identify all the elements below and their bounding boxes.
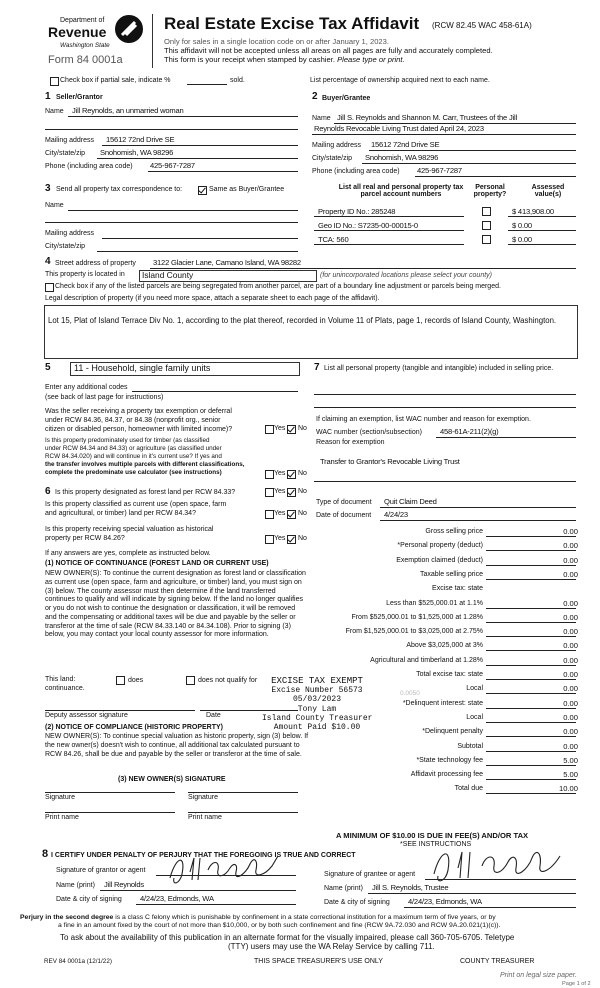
tax-row-value[interactable]: 0.00 (563, 712, 578, 722)
doc-type-field[interactable]: Quit Claim Deed (384, 497, 437, 506)
notice-continuance-title: (1) NOTICE OF CONTINUANCE (FOREST LAND OR CURRENT USE) (45, 560, 269, 567)
grantor-name-field[interactable]: Jill Reynolds (104, 880, 145, 889)
tax-row-line (486, 765, 576, 766)
reason-label: Reason for exemption (316, 439, 385, 446)
tax-row-label: Local (466, 685, 483, 693)
deputy-date-label: Date (206, 712, 221, 719)
grantor-name-label: Name (print) (56, 882, 95, 889)
tax-row-line (486, 779, 576, 780)
s3-name-label: Name (45, 202, 64, 209)
s1-title: Seller/Grantor (56, 94, 103, 101)
s8-num: 8 (42, 848, 49, 860)
wac-label: WAC number (section/subsection) (316, 429, 422, 436)
legal-description-field[interactable] (44, 305, 578, 359)
tax-row-line (486, 793, 576, 794)
tax-row-line (486, 665, 576, 666)
grantor-sig-label: Signature of grantor or agent (56, 867, 146, 874)
legal-description-text: Lot 15, Plat of Island Terrace Div No. 1, according to the plat thereof, recorded in Volume 11 of Plats, page 1, records of Island County, Washington. (48, 316, 557, 325)
s5-q2-yes-label: Yes (274, 470, 286, 477)
partial-sale-checkbox[interactable] (50, 77, 59, 86)
header-line1: Only for sales in a single location code on or after January 1, 2023. (164, 37, 389, 46)
tax-row-line (486, 650, 576, 651)
logo-revenue: Revenue (48, 24, 107, 40)
new-owner-sig-label-2: Signature (188, 794, 218, 801)
page-number: Page 1 of 2 (562, 981, 591, 987)
tax-row-label: Excise tax: state (432, 585, 483, 593)
land-use-code-value: 11 - Household, single family units (74, 363, 211, 373)
form-title: Real Estate Excise Tax Affidavit (164, 14, 420, 33)
tax-row-value[interactable]: 0.00 (563, 698, 578, 708)
s4-located-label: This property is located in (45, 271, 125, 278)
revision-code: REV 84 0001a (12/1/22) (44, 958, 112, 965)
tax-row-line (486, 722, 576, 723)
wac-field[interactable]: 458-61A-211(2)(g) (440, 427, 499, 436)
tax-row-line (486, 550, 576, 551)
land-does-not-label: does not qualify for (198, 677, 258, 684)
segregated-label: Check box if any of the listed parcels are being segregated from another parcel, are part of a boundary line adjustment or parcels being merged. (55, 283, 501, 290)
s3-num: 3 (45, 183, 51, 194)
tax-row-line (486, 736, 576, 737)
notice-compliance-title: (2) NOTICE OF COMPLIANCE (HISTORIC PROPERTY) (45, 724, 223, 731)
doc-date-label: Date of document (316, 512, 372, 519)
header-line2: This affidavit will not be accepted unless all areas on all pages are fully and accurately completed. (164, 46, 493, 55)
s5-q2-no-checkbox[interactable] (287, 470, 296, 479)
s3-city-label: City/state/zip (45, 243, 86, 250)
logo-state: Washington State (60, 42, 110, 49)
parcel-id-3[interactable]: TCA: 560 (318, 235, 349, 244)
s1-name-field[interactable]: Jill Reynolds, an unmarried woman (72, 106, 184, 115)
header-line3: This form is your receipt when stamped by cashier. Please type or print. (164, 55, 405, 64)
parcel-value-3[interactable]: $ 0.00 (512, 235, 532, 244)
legal-paper-note: Print on legal size paper. (500, 972, 577, 979)
tax-row-value[interactable]: 0.00 (563, 598, 578, 608)
grantee-date-label: Date & city of signing (324, 899, 390, 906)
s5-q1: Was the seller receiving a property tax exemption or deferral under RCW 84.36, 84.37, or 84.38 (nonprofit org., senior citizen or disabled person, homeowner with limited income)? (45, 408, 233, 433)
s2-title: Buyer/Grantee (322, 95, 371, 102)
alternate-format-line-2: (TTY) users may use the WA Relay Service by calling 711. (228, 942, 435, 951)
same-as-buyer-label: Same as Buyer/Grantee (209, 186, 285, 193)
doc-date-field[interactable]: 4/24/23 (384, 510, 408, 519)
parcel-personal-checkbox-1[interactable] (482, 207, 491, 216)
s1-mail-label: Mailing address (45, 137, 95, 144)
s2-mail-label: Mailing address (312, 142, 362, 149)
tax-row-label: Agricultural and timberland at 1.28% (370, 656, 483, 664)
grantee-sig-label: Signature of grantee or agent (324, 871, 416, 878)
tax-row-label: From $525,000.01 to $1,525,000 at 1.28% (351, 613, 483, 621)
tax-row-line (486, 751, 576, 752)
faint-rate: 0.0050 (400, 690, 420, 697)
parcel-header-2: Personal property? (473, 184, 507, 198)
land-does-checkbox[interactable] (116, 676, 125, 685)
tax-row-value[interactable]: 5.00 (563, 755, 578, 765)
s6-q3: Is this property receiving special valuation as historical property per RCW 84.26? (45, 526, 214, 542)
s3-text: Send all property tax correspondence to: (56, 186, 183, 193)
tax-row-line (486, 622, 576, 623)
s5-num: 5 (45, 362, 51, 373)
partial-pct-line (187, 84, 227, 85)
tax-row-value[interactable]: 0.00 (563, 541, 578, 551)
tax-row-label: Affidavit processing fee (410, 771, 483, 779)
tax-row-label: Local (466, 713, 483, 721)
perjury-line-1: Perjury in the second degree is a class C felony which is punishable by confinement in a state correctional institution for a maximum term of five years, or by (20, 914, 496, 921)
s6-num: 6 (45, 486, 51, 497)
s6-q1-yes-checkbox[interactable] (265, 488, 274, 497)
s6-q2-yes-checkbox[interactable] (265, 510, 274, 519)
grantee-date-field[interactable]: 4/24/23, Edmonds, WA (408, 897, 482, 906)
tax-row-line (486, 565, 576, 566)
new-owner-print-label-1: Print name (45, 814, 79, 821)
tax-row-line (486, 579, 576, 580)
s4-num: 4 (45, 256, 51, 267)
tax-row-value[interactable]: 10.00 (558, 784, 578, 794)
parcel-value-1[interactable]: $ 413,908.00 (512, 207, 554, 216)
s6-q1-yes-label: Yes (274, 488, 286, 495)
exemption-label: If claiming an exemption, list WAC number and reason for exemption. (316, 416, 531, 423)
additional-codes-label: Enter any additional codes (45, 384, 128, 391)
s6-ifany: If any answers are yes, complete as instructed below. (45, 550, 211, 557)
tax-row-line (486, 636, 576, 637)
tax-row-line (486, 608, 576, 609)
s1-name-label: Name (45, 108, 64, 115)
s1-phone-field[interactable]: 425-967-7287 (150, 161, 195, 170)
tax-row-value[interactable]: 0.00 (563, 569, 578, 579)
tax-row-label: *Delinquent interest: state (402, 699, 483, 707)
s6-q1-no-checkbox[interactable] (287, 488, 296, 497)
grantor-signature[interactable] (160, 848, 290, 890)
s3-mail-label: Mailing address (45, 230, 95, 237)
reason-field[interactable]: Transfer to Grantor's Revocable Living Trust (320, 457, 460, 466)
s7-num: 7 (314, 362, 320, 373)
tax-row-label: *State technology fee (416, 756, 483, 764)
minimum-due-note: A MINIMUM OF $10.00 IS DUE IN FEE(S) AND/OR TAX (336, 831, 529, 840)
s2-name-field-1[interactable]: Jill S. Reynolds and Shannon M. Carr, Trustees of the Jill (337, 113, 518, 122)
county-treasurer-label: COUNTY TREASURER (460, 958, 535, 965)
s6-q1: Is this property designated as forest land per RCW 84.33? (55, 489, 236, 496)
s2-city-field[interactable]: Snohomish, WA 98296 (365, 153, 439, 162)
new-owner-signature-title: (3) NEW OWNER(S) SIGNATURE (118, 776, 226, 783)
new-owner-print-label-2: Print name (188, 814, 222, 821)
s6-q2-no-label: No (298, 510, 307, 517)
ownership-note: List percentage of ownership acquired next to each name. (310, 77, 490, 84)
legal-description-label: Legal description of property (if you need more space, attach a separate sheet to each page of the affidavit). (45, 295, 380, 302)
grantee-name-field[interactable]: Jill S. Reynolds, Trustee (372, 883, 449, 892)
tax-row-value[interactable]: 0.00 (563, 655, 578, 665)
s6-q2-no-checkbox[interactable] (287, 510, 296, 519)
tax-row-label: From $1,525,000.01 to $3,025,000 at 2.75% (345, 628, 483, 636)
county-value: Island County (142, 270, 194, 280)
tax-row-label: Less than $525,000.01 at 1.1% (386, 599, 483, 607)
tax-row-value[interactable]: 0.00 (563, 670, 578, 679)
s1-mail-field[interactable]: 15612 72nd Drive SE (106, 135, 175, 144)
alternate-format-line-1: To ask about the availability of this publication in an alternate format for the visually impaired, please call 360-705-6705. Teletype (60, 933, 515, 942)
this-land-label: This land: (45, 676, 76, 683)
tax-row-label: *Personal property (deduct) (397, 542, 483, 550)
tax-row-label: Exemption claimed (deduct) (396, 556, 483, 564)
tax-row-line (486, 536, 576, 537)
notice-compliance-text: NEW OWNER(S): To continue special valuation as historic property, sign (3) below. If the new owner(s) doesn't wish to continue, all additional tax calculated pursuant to RCW 84.26, shall be due and payable by the seller or transferor at the time of sale. (45, 733, 309, 758)
land-does-label: does (128, 677, 144, 684)
s2-phone-label: Phone (including area code) (312, 168, 400, 175)
tax-row-line (486, 679, 576, 680)
partial-sold: sold. (230, 77, 245, 84)
s4-street-field[interactable]: 3122 Glacier Lane, Camano Island, WA 98282 (153, 258, 301, 267)
form-rcw: (RCW 82.45 WAC 458-61A) (432, 21, 532, 30)
tax-row-value[interactable]: 0.00 (563, 555, 578, 565)
notice-continuance-text: NEW OWNER(S): To continue the current designation as forest land or classification as current use (open space, farm and agriculture, or timber) land, you must sign on (3) below. The county assessor must then determine if the land transferred continues to qualify and will indicate by signing below. If the land no longer qualifies or you do not wish to continue the designation or classification, it will be removed and the compensating or additional taxes will be due and payable by the seller or transferor at the time of sale (RCW 84.33.140 or 84.34.108). Prior to signing (3) below, you may contact your local county assessor for more information. (45, 570, 306, 639)
grantee-name-label: Name (print) (324, 885, 363, 892)
s5-q1-yes-label: Yes (274, 425, 286, 432)
tax-row-value[interactable]: 0.00 (563, 741, 578, 751)
segregated-checkbox[interactable] (45, 283, 54, 292)
tax-row-label: *Delinquent penalty (422, 728, 483, 736)
doc-type-label: Type of document (316, 499, 372, 506)
tax-row-label: Total excise tax: state (416, 671, 483, 678)
s4-street-label: Street address of property (55, 260, 136, 267)
parcel-id-2[interactable]: Geo ID No.: S7235-00-00015-0 (318, 221, 418, 230)
s2-num: 2 (312, 91, 318, 102)
s2-name-field-2[interactable]: Reynolds Revocable Living Trust dated April 24, 2023 (314, 124, 484, 133)
new-owner-sig-label-1: Signature (45, 794, 75, 801)
tax-row-value[interactable]: 0.00 (563, 612, 578, 622)
s6-q1-no-label: No (298, 488, 307, 495)
parcel-header-1: List all real and personal property tax parcel account numbers (338, 184, 464, 198)
land-does-not-checkbox[interactable] (186, 676, 195, 685)
s6-q2: Is this property classified as current use (open space, farm and agricultural, or timber) land per RCW 84.34? (45, 501, 227, 517)
tax-row-value[interactable]: 0.00 (563, 641, 578, 651)
s2-phone-field[interactable]: 425-967-7287 (417, 166, 462, 175)
same-as-buyer-checkbox[interactable] (198, 186, 207, 195)
s6-q2-yes-label: Yes (274, 510, 286, 517)
tax-row-value[interactable]: 0.00 (563, 727, 578, 737)
tax-row-label: Gross selling price (425, 528, 483, 535)
parcel-header-3: Assessed value(s) (531, 184, 565, 198)
grantor-date-field[interactable]: 4/24/23, Edmonds, WA (140, 894, 214, 903)
see-instructions-note: (see back of last page for instructions) (45, 394, 164, 401)
form-number: Form 84 0001a (48, 54, 123, 66)
s2-mail-field[interactable]: 15612 72nd Drive SE (371, 140, 440, 149)
s2-name-label: Name (312, 115, 331, 122)
treasurer-only-label: THIS SPACE TREASURER'S USE ONLY (254, 958, 383, 965)
treasurer-stamp: EXCISE TAX EXEMPT Excise Number 56573 05/03/2023 Tony Lam Island County Treasurer Amount Paid $10.00 (262, 676, 373, 733)
s5-q2: Is this property predominately used for timber (as classified under RCW 84.34 and 84.33) or agriculture (as classified under RCW 84.34.020) and will continue in it's current use? If yes and the transfer involves multiple parcels with different classifications, complete the predominate use calculator (see instructions) (45, 437, 245, 476)
s1-num: 1 (45, 91, 51, 102)
perjury-line-2: a fine in an amount fixed by the court of not more than $10,000, or by both such confinement and fine (RCW 9A.72.030 and RCW 9A.20.021(1)(c)). (58, 922, 501, 929)
s5-q2-no-label: No (298, 470, 307, 477)
parcel-personal-checkbox-2[interactable] (482, 221, 491, 230)
s6-q3-yes-checkbox[interactable] (265, 535, 274, 544)
tax-row-value[interactable]: 0.00 (563, 527, 578, 536)
see-instructions: *SEE INSTRUCTIONS (400, 841, 472, 848)
s5-q1-no-label: No (298, 425, 307, 432)
s1-phone-label: Phone (including area code) (45, 163, 133, 170)
tax-row-line (486, 693, 576, 694)
grantee-signature[interactable] (420, 840, 570, 888)
parcel-value-2[interactable]: $ 0.00 (512, 221, 532, 230)
s6-q3-yes-label: Yes (274, 535, 286, 542)
tax-row-value[interactable]: 5.00 (563, 770, 578, 780)
tax-row-value[interactable]: 0.00 (563, 684, 578, 694)
partial-sale-label: Check box if partial sale, indicate % (60, 77, 171, 84)
grantor-date-label: Date & city of signing (56, 896, 122, 903)
tax-row-line (486, 708, 576, 709)
tax-row-value[interactable]: 0.00 (563, 627, 578, 637)
unincorporated-note: (for unincorporated locations please select your county) (320, 272, 492, 279)
tax-row-label: Subtotal (457, 742, 483, 750)
s7-text: List all personal property (tangible and intangible) included in selling price. (324, 365, 554, 372)
tax-row-label: Total due (454, 785, 483, 793)
parcel-id-1[interactable]: Property ID No.: 285248 (318, 207, 396, 216)
s1-city-label: City/state/zip (45, 150, 86, 157)
parcel-personal-checkbox-3[interactable] (482, 235, 491, 244)
continuance-label: continuance. (45, 685, 85, 692)
s5-q1-no-checkbox[interactable] (287, 425, 296, 434)
s5-q1-yes-checkbox[interactable] (265, 425, 274, 434)
s2-city-label: City/state/zip (312, 155, 353, 162)
tax-row-label: Taxable selling price (419, 570, 483, 578)
s6-q3-no-label: No (298, 535, 307, 542)
tax-row-label: Above $3,025,000 at 3% (406, 642, 483, 650)
header-divider (152, 14, 153, 68)
logo-dept: Department of (60, 17, 105, 24)
deputy-assessor-label: Deputy assessor signature (45, 712, 128, 719)
s6-q3-no-checkbox[interactable] (287, 535, 296, 544)
s1-city-field[interactable]: Snohomish, WA 98296 (100, 148, 174, 157)
certification-text: I CERTIFY UNDER PENALTY OF PERJURY THAT THE FOREGOING IS TRUE AND CORRECT (51, 852, 356, 859)
logo-emblem-icon (114, 14, 144, 44)
s5-q2-yes-checkbox[interactable] (265, 470, 274, 479)
